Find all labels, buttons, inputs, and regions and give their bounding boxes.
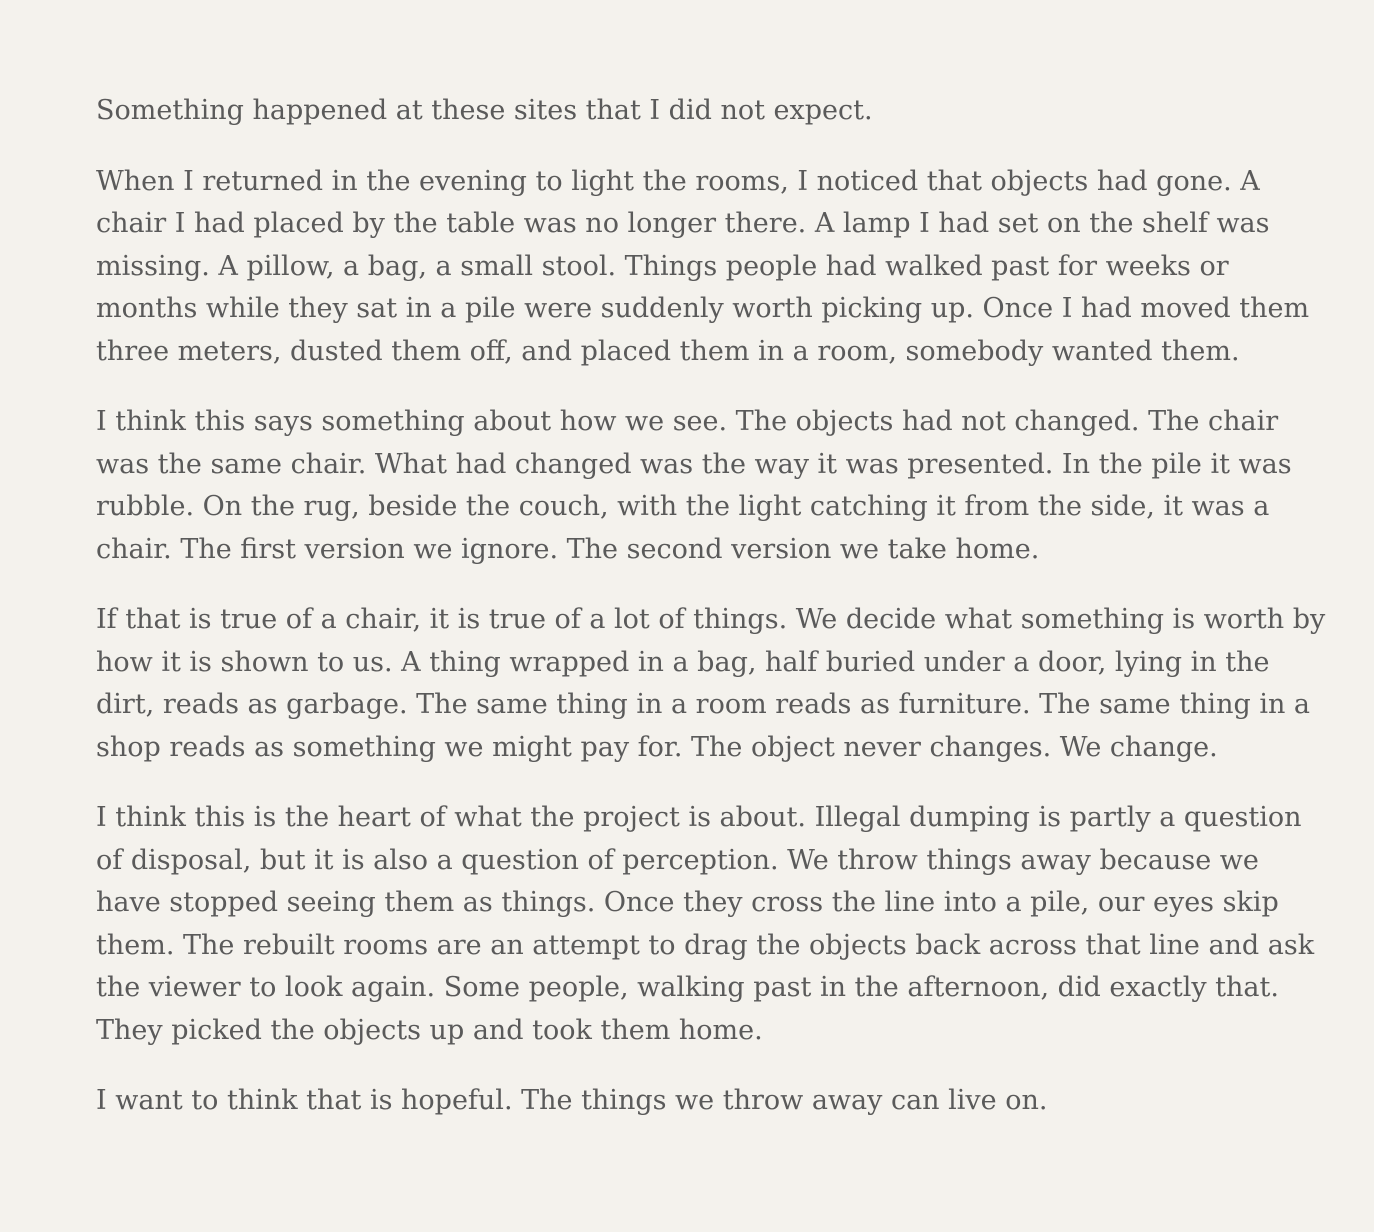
paragraph: Something happened at these sites that I did not expect. [96, 95, 873, 126]
paragraph: When I returned in the evening to light the rooms, I noticed that objects had gone. A chair I had placed by the table was no longer there. A lamp I had set on the shelf was missing. A pillow, a bag, a small stool. Things people had walked past for weeks or months while they sat in a pile were suddenly worth picking up. Once I had moved them three meters, dusted them off, and placed them in a room, somebody wanted them. [96, 165, 1310, 367]
paragraph: I think this is the heart of what the project is about. Illegal dumping is partly a question of disposal, but it is also a question of perception. We throw things away because we have stopped seeing them as things. Once they cross the line into a pile, our eyes skip them. The rebuilt rooms are an attempt to drag the objects back across that line and ask the viewer to look again. Some people, walking past in the afternoon, did exactly that. They picked the objects up and took them home. [96, 802, 1315, 1046]
paragraph: I want to think that is hopeful. The things we throw away can live on. [96, 1085, 1048, 1116]
paragraph: If that is true of a chair, it is true of a lot of things. We decide what something is worth by how it is shown to us. A thing wrapped in a bag, half buried under a door, lying in the dirt, reads as garbage. The same thing in a room reads as furniture. The same thing in a shop reads as something we might pay for. The object never changes. We change. [96, 604, 1326, 763]
article-body [96, 90, 1326, 1151]
paragraph: I think this says something about how we see. The objects had not changed. The chair was the same chair. What had changed was the way it was presented. In the pile it was rubble. On the rug, beside the couch, with the light catching it from the side, it was a chair. The first version we ignore. The second version we take home. [96, 406, 1292, 565]
